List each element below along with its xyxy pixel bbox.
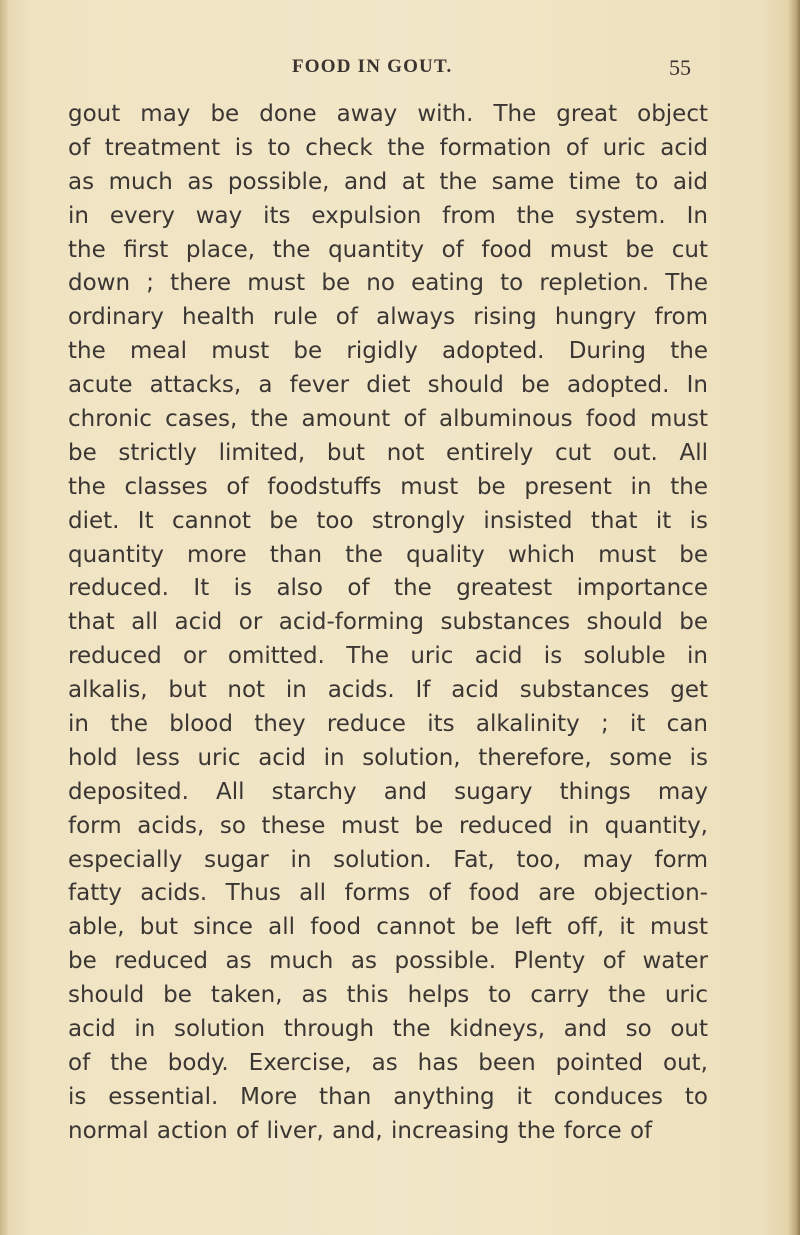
text-line: quantity more than the quality which must be xyxy=(68,541,708,568)
text-line: of the body. Exercise, as has been pointed out, xyxy=(68,1049,708,1076)
text-line: is essential. More than anything it conduces to xyxy=(68,1083,708,1110)
running-title: FOOD IN GOUT. xyxy=(292,56,453,77)
text-line: diet. It cannot be too strongly insisted that it is xyxy=(68,507,708,534)
text-line: reduced. It is also of the greatest importance xyxy=(68,575,708,602)
text-line: acute attacks, a fever diet should be adopted. In xyxy=(68,372,708,399)
text-line: deposited. All starchy and sugary things may xyxy=(68,778,708,805)
text-line: the meal must be rigidly adopted. During the xyxy=(68,338,708,365)
text-line: chronic cases, the amount of albuminous food must xyxy=(68,406,708,433)
body-text xyxy=(68,98,708,1149)
page-gutter-shadow xyxy=(0,0,8,1235)
page-header xyxy=(0,56,800,86)
text-line: in every way its expulsion from the system. In xyxy=(68,202,708,229)
text-line: should be taken, as this helps to carry the uric xyxy=(68,982,708,1009)
text-line: reduced or omitted. The uric acid is soluble in xyxy=(68,643,708,670)
text-line: be strictly limited, but not entirely cut out. All xyxy=(68,439,708,466)
text-line: able, but since all food cannot be left off, it must xyxy=(68,914,708,941)
text-line: as much as possible, and at the same time to aid xyxy=(68,168,708,195)
text-line: of treatment is to check the formation of uric acid xyxy=(68,134,708,161)
text-line: hold less uric acid in solution, therefore, some is xyxy=(68,744,708,771)
text-line: fatty acids. Thus all forms of food are objection- xyxy=(68,880,708,907)
text-line: ordinary health rule of always rising hungry from xyxy=(68,304,708,331)
text-line: alkalis, but not in acids. If acid substances get xyxy=(68,677,708,704)
page-number: 55 xyxy=(669,55,691,80)
text-line: acid in solution through the kidneys, and so out xyxy=(68,1016,708,1043)
text-line: normal action of liver, and, increasing the force of xyxy=(68,1117,653,1144)
text-line: gout may be done away with. The great object xyxy=(68,101,708,127)
text-line: especially sugar in solution. Fat, too, may form xyxy=(68,846,708,873)
text-line: in the blood they reduce its alkalinity ; it can xyxy=(68,711,708,738)
text-line: be reduced as much as possible. Plenty of water xyxy=(68,948,708,975)
text-line: the first place, the quantity of food must be cut xyxy=(68,236,708,263)
text-line: down ; there must be no eating to repletion. The xyxy=(68,270,708,297)
text-line: that all acid or acid-forming substances should be xyxy=(68,609,708,636)
text-line: the classes of foodstuffs must be present in the xyxy=(68,473,708,500)
page-edge-shadow xyxy=(788,0,800,1235)
text-line: form acids, so these must be reduced in quantity, xyxy=(68,812,708,839)
